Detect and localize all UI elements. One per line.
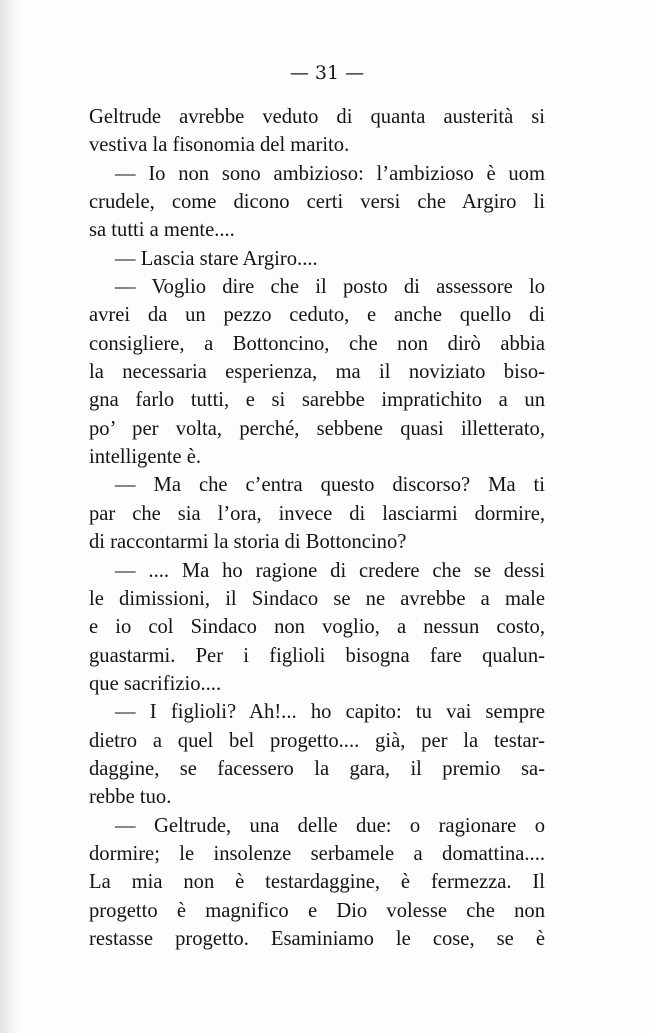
text-line: crudele, come dicono certi versi che Argiro li	[89, 191, 545, 214]
text-line: consigliere, a Bottoncino, che non dirò abbia	[89, 332, 545, 355]
text-line: progetto è magnifico e Dio volesse che non	[89, 899, 545, 922]
text-line: daggine, se facessero la gara, il premio sa-	[89, 757, 545, 780]
text-line: Geltrude avrebbe veduto di quanta austerità si	[89, 106, 545, 128]
text-line: di raccontarmi la storia di Bottoncino?	[89, 531, 407, 554]
text-line: — .... Ma ho ragione di credere che se dessi	[115, 559, 545, 582]
page-gutter-shadow	[0, 0, 22, 1033]
text-line: — Geltrude, una delle due: o ragionare o	[115, 814, 545, 837]
page-number: — 31 —	[289, 62, 365, 84]
text-line: que sacrifizio....	[89, 672, 222, 695]
text-line: gna farlo tutti, e si sarebbe impratichito a un	[89, 389, 545, 412]
text-line: — Io non sono ambizioso: l’ambizioso è uom	[115, 162, 545, 185]
text-line: avrei da un pezzo ceduto, e anche quello di	[89, 304, 545, 327]
text-line: La mia non è testardaggine, è fermezza. Il	[89, 871, 545, 894]
body-text	[89, 103, 545, 953]
text-line: — Voglio dire che il posto di assessore lo	[115, 276, 545, 299]
text-line: dormire; le insolenze serbamele a domattina....	[89, 842, 545, 865]
text-line: e io col Sindaco non voglio, a nessun costo,	[89, 616, 545, 639]
text-line: intelligente è.	[89, 446, 202, 469]
text-line: sa tutti a mente....	[89, 219, 235, 242]
text-line: — I figlioli? Ah!... ho capito: tu vai sempre	[115, 701, 545, 724]
text-line: vestiva la fisonomia del marito.	[89, 134, 350, 157]
text-line: par che sia l’ora, invece di lasciarmi dormire,	[89, 502, 545, 525]
text-line: rebbe tuo.	[89, 786, 172, 809]
text-line: po’ per volta, perché, sebbene quasi illetterato,	[89, 417, 545, 440]
text-line: restasse progetto. Esaminiamo le cose, se è	[89, 927, 545, 950]
text-line: — Lascia stare Argiro....	[115, 247, 318, 270]
text-line: — Ma che c’entra questo discorso? Ma ti	[115, 474, 545, 497]
text-line: dietro a quel bel progetto.... già, per la testar-	[89, 729, 545, 752]
text-line: le dimissioni, il Sindaco se ne avrebbe a male	[89, 587, 545, 610]
text-line: la necessaria esperienza, ma il noviziato biso-	[89, 361, 545, 384]
text-line: guastarmi. Per i figlioli bisogna fare qualun-	[89, 644, 545, 667]
